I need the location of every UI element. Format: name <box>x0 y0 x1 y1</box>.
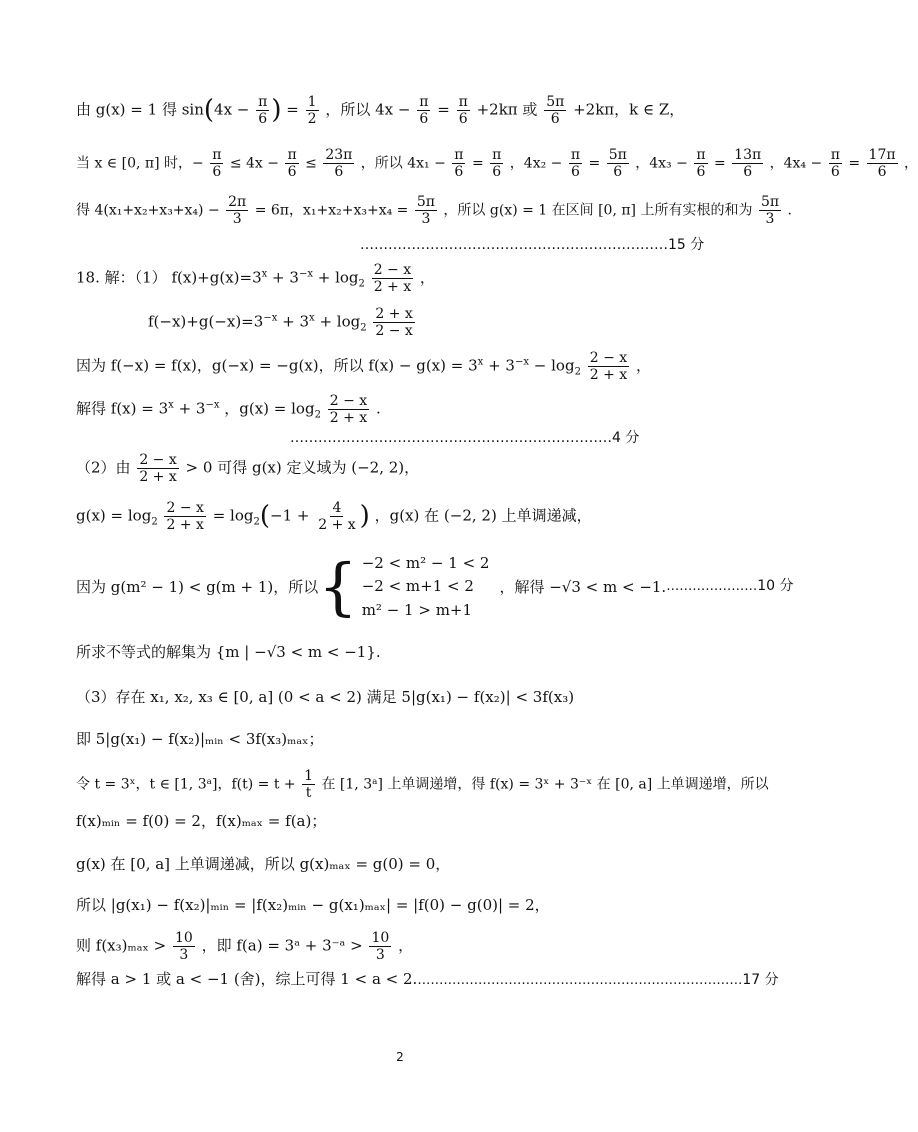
text: 解得 a > 1 或 a < −1 (舍)，综上可得 1 < a < 2. <box>76 970 418 988</box>
numerator: 17π <box>868 147 896 163</box>
q18-eq-2 <box>148 306 417 339</box>
fraction <box>415 194 437 227</box>
denominator: 6 <box>613 164 623 181</box>
text: （2）由 <box>76 458 131 477</box>
p2-line-4 <box>76 643 381 661</box>
denominator: 3 <box>765 211 775 228</box>
text: （3）存在 x₁, x₂, x₃ ∈ [0, a] (0 < a < 2) 满足 5|g(x₁) − f(x₂)| < 3f(x₃) <box>76 688 575 706</box>
text: = 6π，x₁+x₂+x₃+x₄ = <box>254 202 409 219</box>
numerator: π <box>830 147 840 163</box>
text: 所以 |g(x₁) − f(x₂)|ₘᵢₙ = |f(x₂)ₘᵢₙ − g(x₁)ₘₐₓ| = |f(0) − g(0)| = 2， <box>76 896 550 914</box>
fraction <box>829 147 842 180</box>
numerator: π <box>419 94 429 110</box>
text: ，g(x) 在 (−2, 2) 上单调递减， <box>374 506 592 525</box>
fraction <box>173 930 195 963</box>
text: − log <box>533 356 575 375</box>
fraction <box>328 393 369 426</box>
numerator: 10 <box>371 930 390 946</box>
numerator: 5π <box>608 147 627 163</box>
p3-line-1 <box>76 688 574 706</box>
denominator: 2 + x <box>139 469 177 486</box>
paren: ( <box>203 95 215 125</box>
system-row: −2 < m+1 < 2 <box>361 577 474 596</box>
numerator: 1 <box>307 94 317 110</box>
p2-line-3 <box>76 549 794 623</box>
fraction <box>457 94 470 127</box>
dot-leader: ………………………………………………………………… <box>417 973 743 988</box>
denominator: 2 <box>307 111 317 128</box>
q18-line-4 <box>76 393 381 426</box>
fraction <box>607 147 629 180</box>
numerator: 10 <box>174 930 193 946</box>
denominator: 6 <box>287 164 297 181</box>
text: 4x − <box>214 100 250 119</box>
fraction <box>588 350 629 383</box>
fraction <box>759 194 781 227</box>
numerator: π <box>458 94 468 110</box>
question-heading: 18. 解：（1） <box>76 268 167 287</box>
p3-line-6 <box>76 896 550 914</box>
denominator: 6 <box>877 164 887 181</box>
paren: ) <box>359 501 370 531</box>
superscript: −x <box>205 399 220 411</box>
numerator: π <box>492 147 502 163</box>
score-label: 17 分 <box>742 972 779 988</box>
text: 解得 f(x) = 3 <box>76 399 169 418</box>
fraction <box>285 147 298 180</box>
numerator: π <box>287 147 297 163</box>
score-label: 10 分 <box>757 578 794 595</box>
subscript: 2 <box>151 516 158 528</box>
denominator: 6 <box>454 164 464 181</box>
denominator: 6 <box>258 111 268 128</box>
text: = <box>713 155 726 172</box>
q18-eq-1 <box>76 262 435 295</box>
p3-line-8 <box>76 970 779 989</box>
fraction <box>732 147 763 180</box>
solution-line-3 <box>76 194 792 227</box>
fraction <box>226 194 248 227</box>
p2-line-2 <box>76 500 592 533</box>
solution-line-1 <box>76 94 684 127</box>
fraction <box>210 147 223 180</box>
text: 因为 g(m² − 1) < g(m + 1)，所以 <box>76 577 319 596</box>
numerator: π <box>696 147 706 163</box>
subscript: 2 <box>314 409 321 421</box>
text: f(x)+g(x)=3 <box>171 268 262 287</box>
numerator: 2 − x <box>329 393 368 409</box>
text: 得 4(x₁+x₂+x₃+x₄) − <box>76 202 220 219</box>
numerator: π <box>258 94 268 110</box>
numerator: π <box>570 147 581 163</box>
text: + 3 <box>488 356 515 375</box>
text: f(x)ₘᵢₙ = f(0) = 2，f(x)ₘₐₓ = f(a)； <box>76 812 327 830</box>
fraction <box>544 94 566 127</box>
brace: { <box>318 549 358 623</box>
denominator: 2 + x <box>373 279 412 296</box>
score-line-15 <box>360 234 704 254</box>
p3-line-5 <box>76 855 450 873</box>
p3-line-4 <box>76 812 326 830</box>
denominator: t <box>305 785 312 802</box>
subscript: 2 <box>253 516 260 528</box>
score-label: 4 分 <box>612 430 640 446</box>
text: ，4x₂ − <box>509 155 563 172</box>
numerator: 2 + x <box>375 306 413 322</box>
text: + 3 <box>178 399 206 418</box>
text: = <box>286 100 299 119</box>
fraction <box>373 306 414 339</box>
p3-line-3 <box>76 768 769 801</box>
numerator: 2 − x <box>589 350 628 366</box>
p3-line-2 <box>76 730 323 748</box>
superscript: −x <box>298 268 313 280</box>
numerator: 13π <box>734 147 762 163</box>
denominator: 3 <box>375 947 385 964</box>
text: ，4x₄ − <box>769 155 823 172</box>
denominator: 3 <box>179 947 189 964</box>
denominator: 6 <box>334 164 344 181</box>
text: + 3 <box>272 268 299 287</box>
text: ， <box>635 356 651 375</box>
denominator: 2 + x <box>318 517 356 534</box>
text: 当 x ∈ [0, π] 时，− <box>76 155 204 172</box>
text: = <box>848 155 861 172</box>
fraction <box>164 500 205 533</box>
text: ，所以 4x₁ − <box>360 155 446 172</box>
text: + log <box>317 268 359 287</box>
numerator: π <box>454 147 464 163</box>
denominator: 2 + x <box>329 410 368 427</box>
fraction <box>452 147 465 180</box>
page-number: 2 <box>396 1050 404 1064</box>
text: f(−x)+g(−x)=3 <box>148 312 264 331</box>
text: > 0 可得 g(x) 定义域为 (−2, 2)， <box>185 458 420 477</box>
text: ， <box>904 155 918 172</box>
text: −1 + <box>270 506 310 525</box>
paren: ) <box>271 95 282 125</box>
fraction <box>323 147 354 180</box>
inequality-system <box>362 552 490 622</box>
denominator: 6 <box>743 164 753 181</box>
text: ， <box>419 268 435 287</box>
fraction <box>369 930 391 963</box>
superscript: −x <box>263 312 278 324</box>
numerator: 5π <box>760 194 780 210</box>
numerator: 2 − x <box>139 452 177 468</box>
fraction <box>316 500 357 533</box>
denominator: 3 <box>232 211 242 228</box>
subscript: 2 <box>358 278 365 290</box>
p2-line-1 <box>76 452 419 485</box>
numerator: 2 − x <box>373 262 412 278</box>
denominator: 3 <box>421 211 431 228</box>
denominator: 6 <box>458 111 468 128</box>
text: 由 g(x) = 1 得 sin <box>76 100 204 119</box>
denominator: 6 <box>419 111 429 128</box>
text: 即 5|g(x₁) − f(x₂)|ₘᵢₙ < 3f(x₃)ₘₐₓ； <box>76 730 324 748</box>
fraction <box>256 94 269 127</box>
text: = <box>471 155 484 172</box>
fraction <box>417 94 430 127</box>
text: ，所以 g(x) = 1 在区间 [0, π] 上所有实根的和为 <box>443 202 753 219</box>
numerator: 23π <box>325 147 353 163</box>
text: 所求不等式的解集为 {m | −√3 < m < −1}. <box>76 643 381 661</box>
fraction <box>867 147 898 180</box>
denominator: 6 <box>492 164 502 181</box>
text: 因为 f(−x) = f(x)，g(−x) = −g(x)，所以 f(x) − g(x) = 3 <box>76 356 478 375</box>
text: +2kπ，k ∈ Z， <box>573 100 685 119</box>
text: g(x) 在 [0, a] 上单调递减，所以 g(x)ₘₐₓ = g(0) = 0， <box>76 855 451 873</box>
text: g(x) = log <box>76 506 152 525</box>
superscript: x <box>168 399 174 411</box>
text: ，所以 4x − <box>325 100 411 119</box>
numerator: π <box>212 147 222 163</box>
denominator: 6 <box>212 164 222 181</box>
system-row: m² − 1 > m+1 <box>361 600 473 619</box>
text: = <box>437 100 450 119</box>
denominator: 6 <box>570 164 580 181</box>
denominator: 6 <box>550 111 560 128</box>
text: . <box>375 399 381 418</box>
numerator: 1 <box>304 768 314 784</box>
numerator: 2π <box>228 194 247 210</box>
dot-leader: ………………… <box>666 579 758 595</box>
score-line-4 <box>290 427 639 447</box>
denominator: 2 + x <box>166 517 204 534</box>
numerator: 2 − x <box>166 500 204 516</box>
numerator: 5π <box>416 194 435 210</box>
solution-line-2 <box>76 147 918 180</box>
fraction <box>694 147 707 180</box>
text: . <box>787 202 792 219</box>
text: ≤ <box>305 155 317 172</box>
superscript: x <box>309 312 315 324</box>
text: ≤ 4x − <box>229 155 280 172</box>
text: ，4x₃ − <box>635 155 688 172</box>
fraction <box>569 147 582 180</box>
text: + log <box>319 312 361 331</box>
p3-line-7 <box>76 930 413 963</box>
fraction <box>372 262 413 295</box>
denominator: 2 − x <box>375 323 413 340</box>
text: = <box>588 155 601 172</box>
denominator: 2 + x <box>589 367 628 384</box>
score-label: 15 分 <box>668 237 705 253</box>
fraction <box>490 147 503 180</box>
subscript: 2 <box>360 322 367 334</box>
superscript: x <box>477 356 484 368</box>
text: = log <box>212 506 254 525</box>
numerator: 5π <box>546 94 565 110</box>
denominator: 6 <box>696 164 706 181</box>
text: 令 t = 3ˣ，t ∈ [1, 3ᵃ]，f(t) = t + <box>76 776 296 793</box>
superscript: x <box>261 268 268 280</box>
text: ， <box>398 936 414 955</box>
fraction <box>137 452 178 485</box>
system-row: −2 < m² − 1 < 2 <box>361 554 490 572</box>
fraction <box>306 94 319 127</box>
denominator: 6 <box>830 164 840 181</box>
dot-leader: …………………………………………………………… <box>290 430 612 446</box>
text: 在 [1, 3ᵃ] 上单调递增，得 f(x) = 3ˣ + 3⁻ˣ 在 [0, a] 上单调递增，所以 <box>321 776 769 793</box>
numerator: 4 <box>332 500 342 516</box>
text: ，即 f(a) = 3ᵃ + 3⁻ᵃ > <box>201 936 363 955</box>
dot-leader: ………………………………………………………… <box>360 237 668 253</box>
q18-line-3 <box>76 350 651 383</box>
superscript: −x <box>514 356 529 368</box>
fraction <box>302 768 315 801</box>
text: + 3 <box>282 312 310 331</box>
text: ，g(x) = log <box>224 399 315 418</box>
text: +2kπ 或 <box>476 100 538 119</box>
paren: ( <box>259 501 270 531</box>
subscript: 2 <box>574 366 581 378</box>
text: 则 f(x₃)ₘₐₓ > <box>76 936 167 955</box>
text: ，解得 −√3 < m < −1. <box>499 577 667 596</box>
